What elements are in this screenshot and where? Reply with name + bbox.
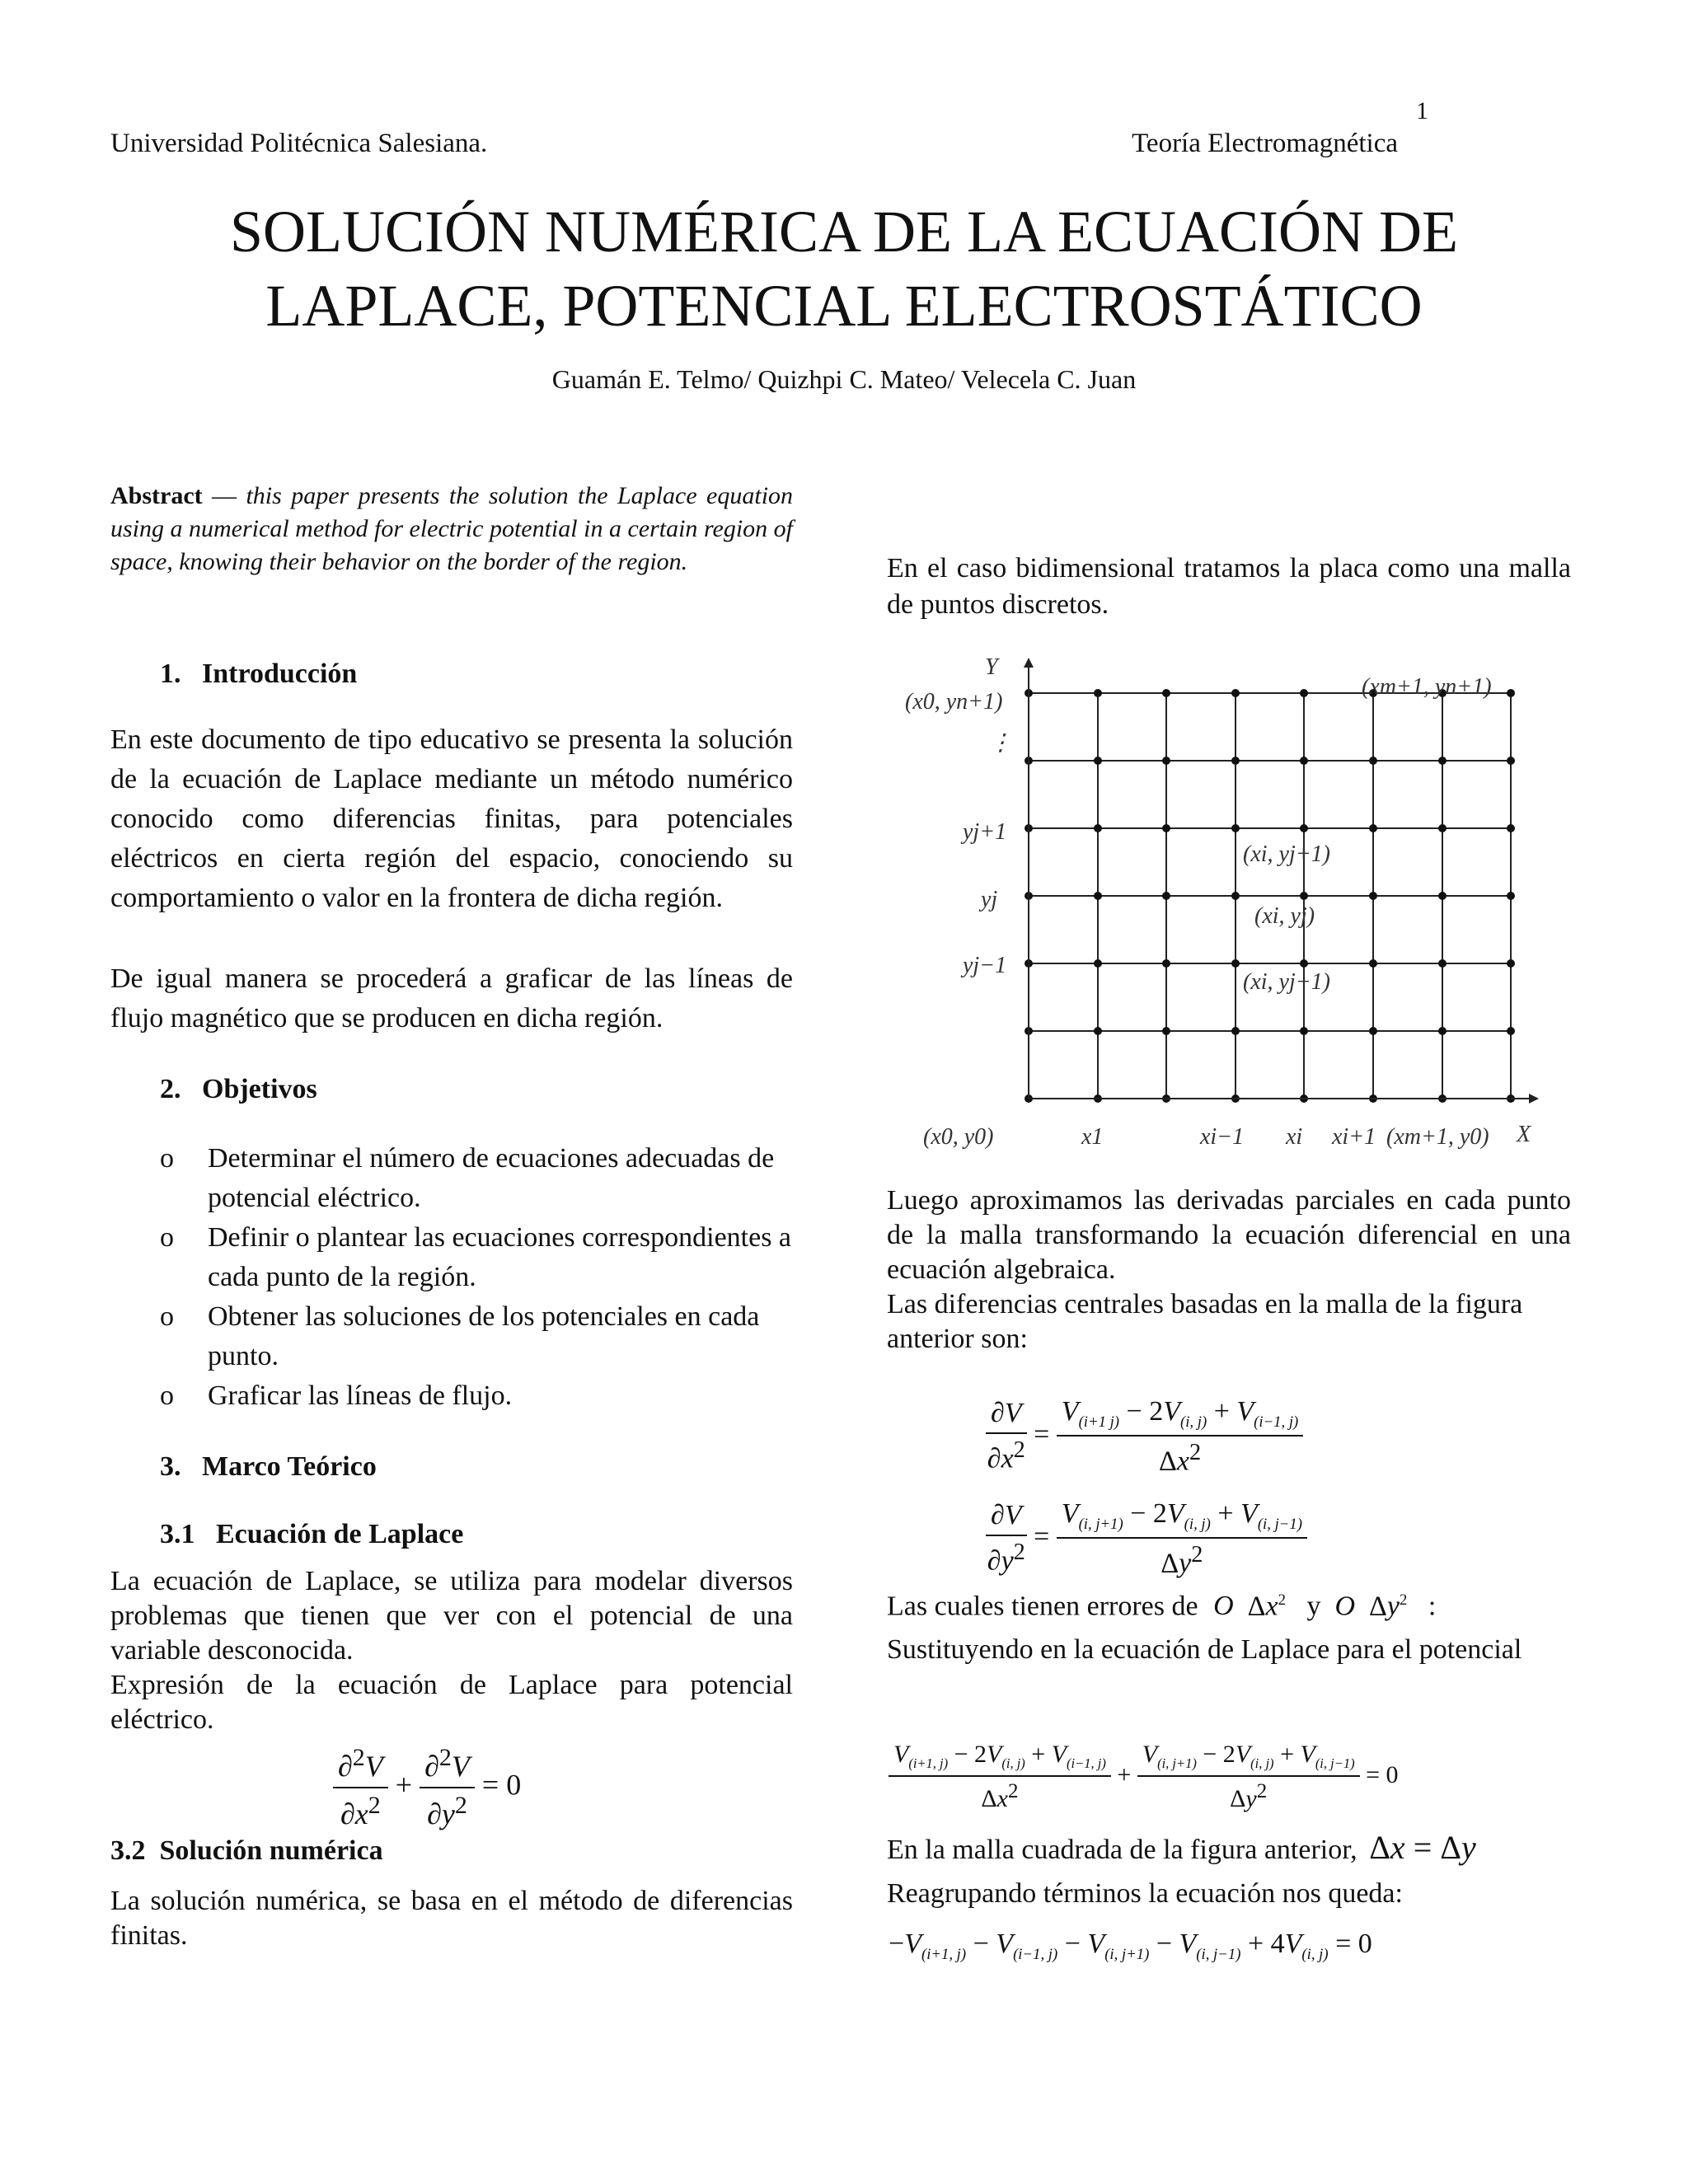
label-top-right: (xm+1, yn+1) xyxy=(1362,674,1492,700)
right-paragraph-3: Las diferencias centrales basadas en la malla de la figura anterior son: xyxy=(887,1289,1523,1354)
abstract-label: Abstract xyxy=(110,482,203,509)
grid-point xyxy=(1300,824,1308,832)
header-course: Teoría Electromagnética xyxy=(1132,129,1398,158)
grid-point xyxy=(1300,959,1308,968)
label-point-up: (xi, yj+1) xyxy=(1243,841,1330,867)
intro-paragraph-1: En este documento de tipo educativo se presenta la solución de la ecuación de Laplace mediante un método numérico conocido como diferencias finitas, para potenciales eléctricos en cierta región del espacio, conociendo su comportamiento o valor en la frontera de dicha región. xyxy=(110,724,793,913)
objetivo-text: Determinar el número de ecuaciones adecuadas de potencial eléctrico. xyxy=(208,1143,775,1213)
objetivo-item xyxy=(110,1218,793,1297)
grid-point xyxy=(1094,959,1102,968)
grid-point xyxy=(1231,892,1240,900)
marco-heading xyxy=(160,1447,842,1487)
label-x1: x1 xyxy=(1081,1124,1104,1150)
label-point-down: (xi, yj−1) xyxy=(1243,969,1330,995)
errors-and: y xyxy=(1306,1591,1321,1622)
objetivos-heading xyxy=(160,1070,842,1109)
x-axis-label: X xyxy=(1517,1122,1531,1147)
grid-point xyxy=(1162,959,1170,968)
grid-point xyxy=(1507,824,1515,832)
grid-point xyxy=(1300,892,1308,900)
bullet-mark: o xyxy=(160,1222,174,1253)
grid-point xyxy=(1231,1027,1240,1035)
authors: Guamán E. Telmo/ Quizhpi C. Mateo/ Velecela C. Juan xyxy=(551,364,1137,394)
label-point-mid: (xi, yj) xyxy=(1254,903,1315,929)
objetivo-text: Graficar las líneas de flujo. xyxy=(208,1380,513,1411)
grid-point xyxy=(1438,1027,1447,1035)
objetivo-text: Obtener las soluciones de los potenciales en cada punto. xyxy=(208,1301,760,1371)
intro-heading-num: 1. xyxy=(160,658,181,689)
abstract-text: this paper presents the solution the Laplace equation using a numerical method for electric potential in a certain region of space, knowing their behavior on the border of the region. xyxy=(110,482,794,575)
numerica-subheading-num: 3.2 xyxy=(110,1835,146,1866)
grid-point xyxy=(1507,757,1515,765)
grid-point xyxy=(1300,1027,1308,1035)
grid-point xyxy=(1300,757,1308,765)
grid-point xyxy=(1438,757,1447,765)
grid-point xyxy=(1162,1027,1170,1035)
label-bottom-right: (xm+1, y0) xyxy=(1386,1124,1489,1150)
page-number: 1 xyxy=(1416,97,1428,124)
label-xi-plus-1: xi+1 xyxy=(1332,1124,1376,1150)
grid-point xyxy=(1369,824,1377,832)
right-paragraph-1: En el caso bidimensional tratamos la placa como una malla de puntos discretos. xyxy=(887,553,1571,620)
label-yj-minus-1: yj−1 xyxy=(963,953,1007,978)
objetivos-heading-num: 2. xyxy=(160,1074,181,1104)
label-xi-minus-1: xi−1 xyxy=(1200,1124,1245,1150)
grid-point xyxy=(1162,757,1170,765)
marco-heading-num: 3. xyxy=(160,1451,181,1482)
numerica-subheading xyxy=(110,1831,793,1871)
grid-point xyxy=(1369,892,1377,900)
grid-point xyxy=(1369,757,1377,765)
grid-point xyxy=(1507,959,1515,968)
square-mesh-text: En la malla cuadrada de la figura anterior, xyxy=(887,1835,1357,1865)
label-top-left: (x0, yn+1) xyxy=(905,689,1003,715)
grid-point xyxy=(1094,824,1102,832)
label-xi: xi xyxy=(1286,1124,1303,1150)
grid-point xyxy=(1231,824,1240,832)
label-origin: (x0, y0) xyxy=(923,1124,994,1150)
grid-point xyxy=(1300,689,1308,697)
objetivo-text: Definir o plantear las ecuaciones correspondientes a cada punto de la región. xyxy=(208,1222,792,1292)
x-axis-arrow xyxy=(1529,1094,1539,1104)
y-axis-arrow xyxy=(1024,658,1034,668)
grid-point xyxy=(1369,959,1377,968)
grid-point xyxy=(1231,757,1240,765)
y-axis-label: Y xyxy=(985,654,998,680)
label-vertical-dots: ⋮ xyxy=(989,730,1012,756)
final-equation: $-V_{(i+1, j)} - V_{(i-1, j)} - V_{(i, j+1)} - V_{(i, j-1)} + 4V_{(i, j)} = 0$ xyxy=(889,1929,1372,1963)
title-line-2: LAPLACE, POTENCIAL ELECTROSTÁTICO xyxy=(265,273,1423,339)
grid-point xyxy=(1162,892,1170,900)
grid-point xyxy=(1507,689,1515,697)
numerica-subheading-text: Solución numérica xyxy=(159,1835,383,1866)
marco-paragraph-2: Expresión de la ecuación de Laplace para potencial eléctrico. xyxy=(110,1670,793,1735)
objetivos-heading-text: Objetivos xyxy=(202,1074,317,1104)
bullet-mark: o xyxy=(160,1143,174,1174)
bullet-mark: o xyxy=(160,1301,174,1332)
square-mesh-line: En la malla cuadrada de la figura anterior, Δx = Δy xyxy=(887,1829,1476,1866)
grid-point xyxy=(1507,892,1515,900)
header-university: Universidad Politécnica Salesiana. xyxy=(110,129,488,158)
laplace-discretized-equation: $\frac{V_{(i+1, j)} - 2V_{(i, j)} + V_{(i-1, j)}}{\Delta x^2}$ + $\frac{V_{(i, j+1)} - 2V_{(i, j)} + V_{(i, j-1)}}{\Delta y^2}$ = 0 xyxy=(889,1741,1399,1813)
intro-paragraph-2: De igual manera se procederá a graficar de las líneas de flujo magnético que se producen en dicha región. xyxy=(110,963,793,1033)
label-yj-plus-1: yj+1 xyxy=(963,819,1007,845)
right-paragraph-5: Sustituyendo en la ecuación de Laplace para el potencial xyxy=(887,1634,1522,1665)
right-paragraph-2: Luego aproximamos las derivadas parciales en cada punto de la malla transformando la ecuación diferencial en una ecuación algebraica. xyxy=(887,1185,1571,1285)
intro-heading xyxy=(160,654,842,694)
objetivos-list xyxy=(110,1139,793,1416)
grid-point xyxy=(1438,959,1447,968)
marco-paragraph-3: La solución numérica, se basa en el método de diferencias finitas. xyxy=(110,1886,793,1951)
grid-point xyxy=(1094,757,1102,765)
errors-text: Las cuales tienen errores de xyxy=(887,1591,1198,1622)
bullet-mark: o xyxy=(160,1380,174,1411)
abstract-dash: — xyxy=(212,482,237,509)
intro-heading-text: Introducción xyxy=(202,658,358,689)
right-paragraph-7: Reagrupando términos la ecuación nos queda: xyxy=(887,1878,1403,1909)
objetivo-item xyxy=(110,1376,793,1416)
mesh-grid-figure xyxy=(898,651,1582,1162)
objetivo-item xyxy=(110,1139,793,1218)
grid-point xyxy=(1094,1027,1102,1035)
label-yj: yj xyxy=(981,887,998,912)
central-difference-x: $\frac{\partial V}{\partial x^2}$ = $\frac{V_{(i+1 j)} - 2V_{(i, j)} + V_{(i-1, j)}}{\Delta x^2}$ xyxy=(986,1396,1303,1477)
paper-title xyxy=(0,194,1688,343)
laplace-subheading-text: Ecuación de Laplace xyxy=(216,1519,464,1549)
laplace-equation: $\frac{\partial^2V}{\partial x^2}$ + $\frac{\partial^2V}{\partial y^2}$ = 0 xyxy=(333,1744,521,1831)
grid-point xyxy=(1438,892,1447,900)
grid-point xyxy=(1438,824,1447,832)
laplace-subheading xyxy=(160,1515,842,1554)
title-line-1: SOLUCIÓN NUMÉRICA DE LA ECUACIÓN DE xyxy=(230,199,1458,265)
abstract xyxy=(110,480,793,579)
grid-point xyxy=(1369,1027,1377,1035)
grid-point xyxy=(1094,892,1102,900)
marco-heading-text: Marco Teórico xyxy=(202,1451,377,1482)
objetivo-item xyxy=(110,1297,793,1376)
marco-paragraph-1: La ecuación de Laplace, se utiliza para modelar diversos problemas que tienen que ver con el potencial de una variable desconocida. xyxy=(110,1566,793,1666)
grid-point xyxy=(1162,824,1170,832)
grid-point xyxy=(1231,689,1240,697)
grid-point xyxy=(1507,1027,1515,1035)
grid-point xyxy=(1231,959,1240,968)
errors-line: Las cuales tienen errores de O $\Delta x^2$ y O $\Delta y^2$ : xyxy=(887,1591,1437,1622)
grid-point xyxy=(1094,689,1102,697)
central-difference-y: $\frac{\partial V}{\partial y^2}$ = $\frac{V_{(i, j+1)} - 2V_{(i, j)} + V_{(i, j-1)}}{\Delta y^2}$ xyxy=(986,1498,1307,1579)
grid-point xyxy=(1162,689,1170,697)
laplace-subheading-num: 3.1 xyxy=(160,1519,195,1549)
